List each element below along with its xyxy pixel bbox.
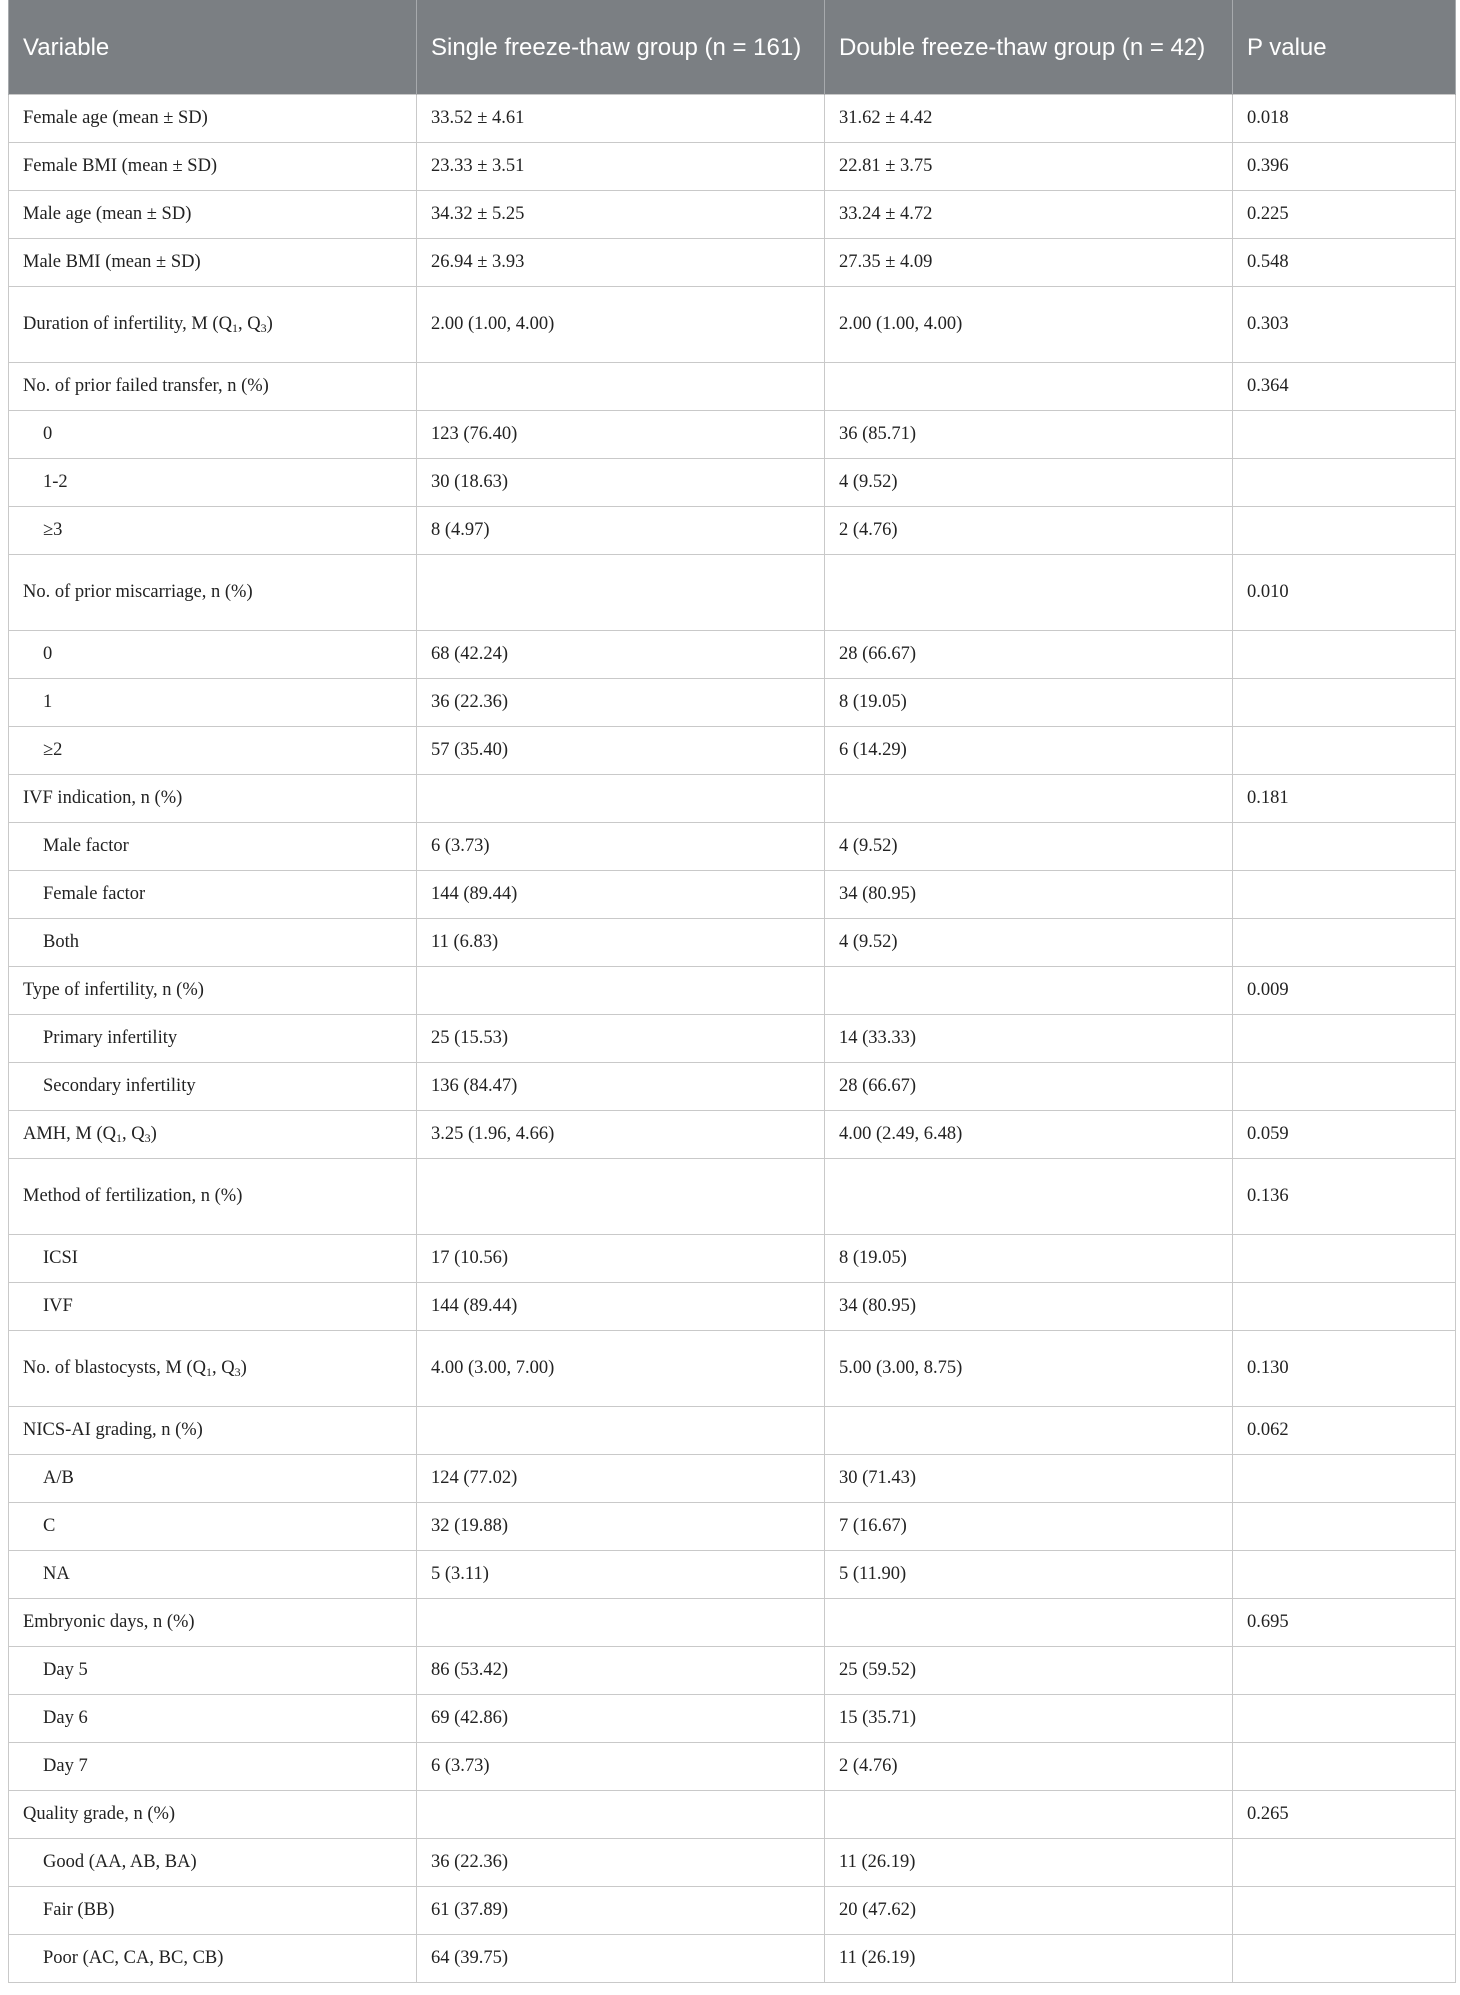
double-group-cell: 4.00 (2.49, 6.48) bbox=[825, 1110, 1233, 1158]
single-group-cell: 4.00 (3.00, 7.00) bbox=[417, 1330, 825, 1406]
p-value-cell: 0.010 bbox=[1233, 554, 1456, 630]
table-row bbox=[9, 1886, 1456, 1934]
double-group-cell: 15 (35.71) bbox=[825, 1694, 1233, 1742]
variable-cell: Day 7 bbox=[9, 1742, 417, 1790]
variable-cell: Secondary infertility bbox=[9, 1062, 417, 1110]
p-value-cell bbox=[1233, 870, 1456, 918]
variable-cell: Duration of infertility, M ($Q_1$, $Q_3$) bbox=[9, 286, 417, 362]
variable-cell: Both bbox=[9, 918, 417, 966]
table-container bbox=[8, 0, 1455, 1983]
single-group-cell bbox=[417, 1790, 825, 1838]
table-row bbox=[9, 1062, 1456, 1110]
p-value-cell bbox=[1233, 1886, 1456, 1934]
single-group-cell: 136 (84.47) bbox=[417, 1062, 825, 1110]
table-row bbox=[9, 1550, 1456, 1598]
table-row bbox=[9, 362, 1456, 410]
table-row bbox=[9, 190, 1456, 238]
double-group-cell: 25 (59.52) bbox=[825, 1646, 1233, 1694]
p-value-cell bbox=[1233, 1062, 1456, 1110]
double-group-cell: 28 (66.67) bbox=[825, 1062, 1233, 1110]
table-row bbox=[9, 966, 1456, 1014]
p-value-cell bbox=[1233, 506, 1456, 554]
baseline-characteristics-table bbox=[8, 0, 1456, 1983]
single-group-cell: 57 (35.40) bbox=[417, 726, 825, 774]
table-row bbox=[9, 1646, 1456, 1694]
single-group-cell: 69 (42.86) bbox=[417, 1694, 825, 1742]
double-group-cell: 22.81 ± 3.75 bbox=[825, 142, 1233, 190]
p-value-cell: 0.265 bbox=[1233, 1790, 1456, 1838]
header-row bbox=[9, 0, 1456, 94]
variable-cell: Male age (mean ± SD) bbox=[9, 190, 417, 238]
single-group-cell: 8 (4.97) bbox=[417, 506, 825, 554]
single-group-cell bbox=[417, 966, 825, 1014]
variable-cell: Primary infertility bbox=[9, 1014, 417, 1062]
table-row bbox=[9, 726, 1456, 774]
table-row bbox=[9, 1838, 1456, 1886]
variable-cell: Female BMI (mean ± SD) bbox=[9, 142, 417, 190]
double-group-cell bbox=[825, 1406, 1233, 1454]
double-group-cell: 7 (16.67) bbox=[825, 1502, 1233, 1550]
variable-cell: Quality grade, n (%) bbox=[9, 1790, 417, 1838]
single-group-cell: 23.33 ± 3.51 bbox=[417, 142, 825, 190]
single-group-cell: 5 (3.11) bbox=[417, 1550, 825, 1598]
variable-cell: Good (AA, AB, BA) bbox=[9, 1838, 417, 1886]
variable-cell: No. of blastocysts, M ($Q_1$, $Q_3$) bbox=[9, 1330, 417, 1406]
table-row bbox=[9, 822, 1456, 870]
double-group-cell: 34 (80.95) bbox=[825, 1282, 1233, 1330]
table-row bbox=[9, 506, 1456, 554]
table-row bbox=[9, 142, 1456, 190]
variable-cell: Male factor bbox=[9, 822, 417, 870]
table-row bbox=[9, 1742, 1456, 1790]
table-row bbox=[9, 1330, 1456, 1406]
variable-cell: No. of prior miscarriage, n (%) bbox=[9, 554, 417, 630]
p-value-cell: 0.059 bbox=[1233, 1110, 1456, 1158]
double-group-cell: 31.62 ± 4.42 bbox=[825, 94, 1233, 142]
p-value-cell: 0.695 bbox=[1233, 1598, 1456, 1646]
single-group-cell: 144 (89.44) bbox=[417, 870, 825, 918]
table-row bbox=[9, 1454, 1456, 1502]
table-row bbox=[9, 678, 1456, 726]
p-value-cell: 0.009 bbox=[1233, 966, 1456, 1014]
header-double-freeze-thaw: Double freeze-thaw group (n = 42) bbox=[825, 0, 1233, 94]
single-group-cell bbox=[417, 362, 825, 410]
double-group-cell bbox=[825, 1598, 1233, 1646]
single-group-cell: 86 (53.42) bbox=[417, 1646, 825, 1694]
variable-cell: 0 bbox=[9, 410, 417, 458]
variable-cell: C bbox=[9, 1502, 417, 1550]
p-value-cell: 0.225 bbox=[1233, 190, 1456, 238]
double-group-cell: 34 (80.95) bbox=[825, 870, 1233, 918]
double-group-cell: 5.00 (3.00, 8.75) bbox=[825, 1330, 1233, 1406]
variable-cell: A/B bbox=[9, 1454, 417, 1502]
table-row bbox=[9, 410, 1456, 458]
p-value-cell: 0.130 bbox=[1233, 1330, 1456, 1406]
double-group-cell bbox=[825, 1158, 1233, 1234]
header-p-value: P value bbox=[1233, 0, 1456, 94]
single-group-cell bbox=[417, 774, 825, 822]
p-value-cell: 0.062 bbox=[1233, 1406, 1456, 1454]
table-header bbox=[9, 0, 1456, 94]
table-row bbox=[9, 1934, 1456, 1982]
p-value-cell: 0.303 bbox=[1233, 286, 1456, 362]
double-group-cell: 5 (11.90) bbox=[825, 1550, 1233, 1598]
single-group-cell: 36 (22.36) bbox=[417, 678, 825, 726]
variable-cell: No. of prior failed transfer, n (%) bbox=[9, 362, 417, 410]
table-row bbox=[9, 1110, 1456, 1158]
p-value-cell bbox=[1233, 1934, 1456, 1982]
header-variable: Variable bbox=[9, 0, 417, 94]
variable-cell: Fair (BB) bbox=[9, 1886, 417, 1934]
double-group-cell: 33.24 ± 4.72 bbox=[825, 190, 1233, 238]
double-group-cell bbox=[825, 966, 1233, 1014]
table-row bbox=[9, 1014, 1456, 1062]
p-value-cell bbox=[1233, 726, 1456, 774]
single-group-cell: 32 (19.88) bbox=[417, 1502, 825, 1550]
double-group-cell: 30 (71.43) bbox=[825, 1454, 1233, 1502]
variable-cell: NICS-AI grading, n (%) bbox=[9, 1406, 417, 1454]
double-group-cell: 8 (19.05) bbox=[825, 678, 1233, 726]
p-value-cell bbox=[1233, 1502, 1456, 1550]
single-group-cell: 124 (77.02) bbox=[417, 1454, 825, 1502]
double-group-cell: 2 (4.76) bbox=[825, 506, 1233, 554]
header-single-freeze-thaw: Single freeze-thaw group (n = 161) bbox=[417, 0, 825, 94]
double-group-cell: 11 (26.19) bbox=[825, 1934, 1233, 1982]
table-row bbox=[9, 918, 1456, 966]
variable-cell: Male BMI (mean ± SD) bbox=[9, 238, 417, 286]
table-row bbox=[9, 554, 1456, 630]
double-group-cell: 4 (9.52) bbox=[825, 822, 1233, 870]
double-group-cell: 2.00 (1.00, 4.00) bbox=[825, 286, 1233, 362]
variable-cell: IVF bbox=[9, 1282, 417, 1330]
single-group-cell bbox=[417, 1598, 825, 1646]
p-value-cell bbox=[1233, 1742, 1456, 1790]
double-group-cell: 20 (47.62) bbox=[825, 1886, 1233, 1934]
table-row bbox=[9, 94, 1456, 142]
p-value-cell bbox=[1233, 1694, 1456, 1742]
single-group-cell: 144 (89.44) bbox=[417, 1282, 825, 1330]
single-group-cell: 25 (15.53) bbox=[417, 1014, 825, 1062]
variable-cell: Embryonic days, n (%) bbox=[9, 1598, 417, 1646]
variable-cell: Day 5 bbox=[9, 1646, 417, 1694]
p-value-cell bbox=[1233, 822, 1456, 870]
p-value-cell bbox=[1233, 678, 1456, 726]
variable-cell: Female factor bbox=[9, 870, 417, 918]
variable-cell: 1-2 bbox=[9, 458, 417, 506]
single-group-cell bbox=[417, 1158, 825, 1234]
table-row bbox=[9, 286, 1456, 362]
p-value-cell bbox=[1233, 918, 1456, 966]
p-value-cell bbox=[1233, 458, 1456, 506]
single-group-cell: 2.00 (1.00, 4.00) bbox=[417, 286, 825, 362]
p-value-cell bbox=[1233, 1282, 1456, 1330]
p-value-cell bbox=[1233, 1550, 1456, 1598]
p-value-cell: 0.548 bbox=[1233, 238, 1456, 286]
single-group-cell bbox=[417, 554, 825, 630]
table-row bbox=[9, 774, 1456, 822]
table-row bbox=[9, 238, 1456, 286]
double-group-cell bbox=[825, 774, 1233, 822]
variable-cell: ICSI bbox=[9, 1234, 417, 1282]
double-group-cell: 4 (9.52) bbox=[825, 458, 1233, 506]
double-group-cell bbox=[825, 362, 1233, 410]
single-group-cell: 33.52 ± 4.61 bbox=[417, 94, 825, 142]
table-row bbox=[9, 1282, 1456, 1330]
p-value-cell bbox=[1233, 1646, 1456, 1694]
variable-cell: Poor (AC, CA, BC, CB) bbox=[9, 1934, 417, 1982]
double-group-cell bbox=[825, 1790, 1233, 1838]
p-value-cell bbox=[1233, 1454, 1456, 1502]
p-value-cell: 0.364 bbox=[1233, 362, 1456, 410]
variable-cell: 0 bbox=[9, 630, 417, 678]
table-row bbox=[9, 1158, 1456, 1234]
single-group-cell bbox=[417, 1406, 825, 1454]
double-group-cell: 11 (26.19) bbox=[825, 1838, 1233, 1886]
p-value-cell bbox=[1233, 1838, 1456, 1886]
double-group-cell: 36 (85.71) bbox=[825, 410, 1233, 458]
variable-cell: ≥2 bbox=[9, 726, 417, 774]
p-value-cell: 0.136 bbox=[1233, 1158, 1456, 1234]
single-group-cell: 36 (22.36) bbox=[417, 1838, 825, 1886]
single-group-cell: 17 (10.56) bbox=[417, 1234, 825, 1282]
double-group-cell: 4 (9.52) bbox=[825, 918, 1233, 966]
variable-cell: Type of infertility, n (%) bbox=[9, 966, 417, 1014]
variable-cell: Day 6 bbox=[9, 1694, 417, 1742]
table-body bbox=[9, 94, 1456, 1982]
double-group-cell bbox=[825, 554, 1233, 630]
variable-cell: NA bbox=[9, 1550, 417, 1598]
variable-cell: AMH, M ($Q_1$, $Q_3$) bbox=[9, 1110, 417, 1158]
p-value-cell bbox=[1233, 410, 1456, 458]
p-value-cell: 0.018 bbox=[1233, 94, 1456, 142]
p-value-cell: 0.396 bbox=[1233, 142, 1456, 190]
single-group-cell: 3.25 (1.96, 4.66) bbox=[417, 1110, 825, 1158]
single-group-cell: 64 (39.75) bbox=[417, 1934, 825, 1982]
double-group-cell: 28 (66.67) bbox=[825, 630, 1233, 678]
table-row bbox=[9, 1502, 1456, 1550]
table-row bbox=[9, 1694, 1456, 1742]
p-value-cell: 0.181 bbox=[1233, 774, 1456, 822]
single-group-cell: 6 (3.73) bbox=[417, 822, 825, 870]
double-group-cell: 14 (33.33) bbox=[825, 1014, 1233, 1062]
variable-cell: Method of fertilization, n (%) bbox=[9, 1158, 417, 1234]
table-row bbox=[9, 458, 1456, 506]
variable-cell: ≥3 bbox=[9, 506, 417, 554]
table-row bbox=[9, 1598, 1456, 1646]
double-group-cell: 27.35 ± 4.09 bbox=[825, 238, 1233, 286]
variable-cell: IVF indication, n (%) bbox=[9, 774, 417, 822]
single-group-cell: 30 (18.63) bbox=[417, 458, 825, 506]
table-row bbox=[9, 870, 1456, 918]
double-group-cell: 6 (14.29) bbox=[825, 726, 1233, 774]
table-row bbox=[9, 1790, 1456, 1838]
double-group-cell: 8 (19.05) bbox=[825, 1234, 1233, 1282]
single-group-cell: 11 (6.83) bbox=[417, 918, 825, 966]
single-group-cell: 26.94 ± 3.93 bbox=[417, 238, 825, 286]
variable-cell: Female age (mean ± SD) bbox=[9, 94, 417, 142]
table-row bbox=[9, 1234, 1456, 1282]
p-value-cell bbox=[1233, 630, 1456, 678]
table-row bbox=[9, 1406, 1456, 1454]
double-group-cell: 2 (4.76) bbox=[825, 1742, 1233, 1790]
single-group-cell: 68 (42.24) bbox=[417, 630, 825, 678]
single-group-cell: 6 (3.73) bbox=[417, 1742, 825, 1790]
single-group-cell: 34.32 ± 5.25 bbox=[417, 190, 825, 238]
p-value-cell bbox=[1233, 1014, 1456, 1062]
p-value-cell bbox=[1233, 1234, 1456, 1282]
table-row bbox=[9, 630, 1456, 678]
single-group-cell: 61 (37.89) bbox=[417, 1886, 825, 1934]
variable-cell: 1 bbox=[9, 678, 417, 726]
single-group-cell: 123 (76.40) bbox=[417, 410, 825, 458]
